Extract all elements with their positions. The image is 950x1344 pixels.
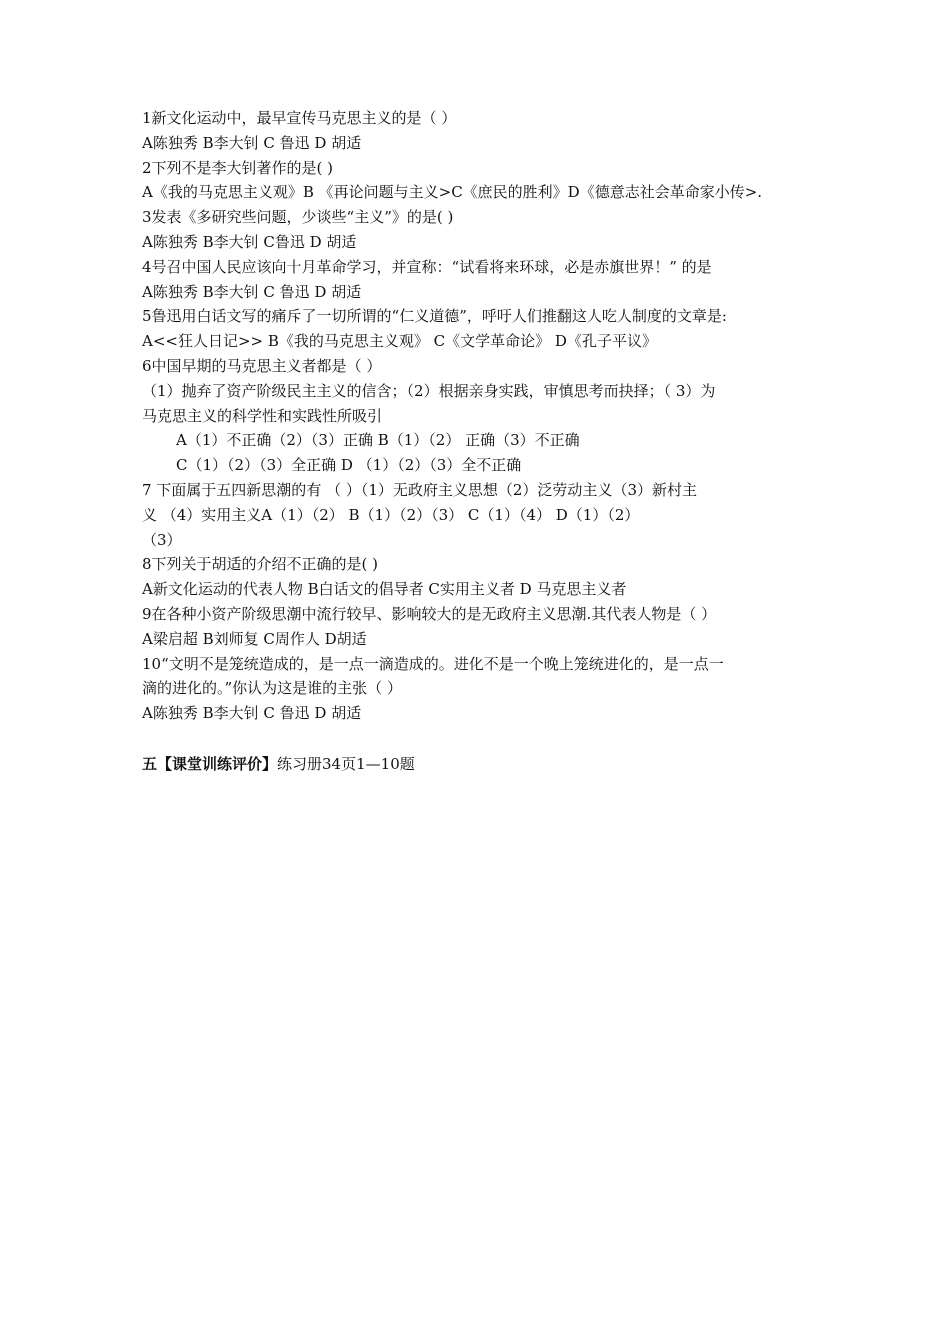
- question-6-statements: （1）抛弃了资产阶级民主主义的信含；（2）根据亲身实践，审慎思考而抉择；（ 3）为: [142, 381, 716, 400]
- question-4: 4号召中国人民应该向十月革命学习，并宣称：“试看将来环球，必是赤旗世界！” 的是: [142, 257, 712, 276]
- question-8-options: A新文化运动的代表人物 B白话文的倡导者 C实用主义者 D 马克思主义者: [142, 580, 627, 599]
- section-heading: [142, 752, 822, 777]
- question-9-options: A梁启超 B刘师复 C周作人 D胡适: [142, 629, 367, 648]
- question-7: 7 下面属于五四新思潮的有 （ ）（1）无政府主义思想（2）泛劳动主义（3）新村主: [142, 480, 697, 499]
- question-6-options-cd: C（1）（2）（3）全正确 D （1）（2）（3）全不正确: [176, 456, 522, 475]
- question-6-options-ab: A（1）不正确（2）（3）正确 B（1）（2） 正确（3）不正确: [176, 431, 580, 450]
- section-heading-rest: 练习册34页1—10题: [277, 754, 415, 773]
- question-3: 3发表《多研究些问题，少谈些“主义”》的是( ): [142, 208, 454, 227]
- question-6: 6中国早期的马克思主义者都是（ ）: [142, 356, 382, 375]
- section-heading-bold: 五【课堂训练评价】: [142, 754, 278, 773]
- question-8: 8下列关于胡适的介绍不正确的是( ): [142, 555, 379, 574]
- question-6-statements-cont: 马克思主义的科学性和实践性所吸引: [142, 406, 383, 425]
- question-7-cont: 义 （4）实用主义A（1）（2） B（1）（2）（3） C（1）（4） D（1）（2）: [142, 505, 640, 524]
- question-4-options: A陈独秀 B李大钊 C 鲁迅 D 胡适: [142, 282, 362, 301]
- question-1-options: A陈独秀 B李大钊 C 鲁迅 D 胡适: [142, 133, 362, 152]
- question-10-cont: 滴的进化的。”你认为这是谁的主张（ ）: [142, 679, 402, 698]
- question-list: [142, 106, 822, 777]
- question-5: 5鲁迅用白话文写的痛斥了一切所谓的“仁义道德”，呼吁人们推翻这人吃人制度的文章是:: [142, 307, 727, 326]
- question-1: 1新文化运动中，最早宣传马克思主义的是（ ）: [142, 109, 457, 127]
- question-7-cont-2: （3）: [142, 530, 182, 549]
- question-3-options: A陈独秀 B李大钊 C鲁迅 D 胡适: [142, 232, 357, 251]
- question-10-options: A陈独秀 B李大钊 C 鲁迅 D 胡适: [142, 704, 362, 723]
- question-5-options: A<<狂人日记>> B《我的马克思主义观》 C《文学革命论》 D《孔子平议》: [142, 332, 657, 351]
- question-10: 10“文明不是笼统造成的，是一点一滴造成的。进化不是一个晚上笼统进化的，是一点一: [142, 654, 724, 673]
- question-2: 2下列不是李大钊著作的是( ): [142, 158, 334, 177]
- question-2-options: A《我的马克思主义观》B 《再论问题与主义>C《庶民的胜利》D《德意志社会革命家小传>.: [142, 183, 763, 202]
- section-spacer: [142, 726, 822, 752]
- question-9: 9在各种小资产阶级思潮中流行较早、影响较大的是无政府主义思潮.其代表人物是（ ）: [142, 604, 717, 623]
